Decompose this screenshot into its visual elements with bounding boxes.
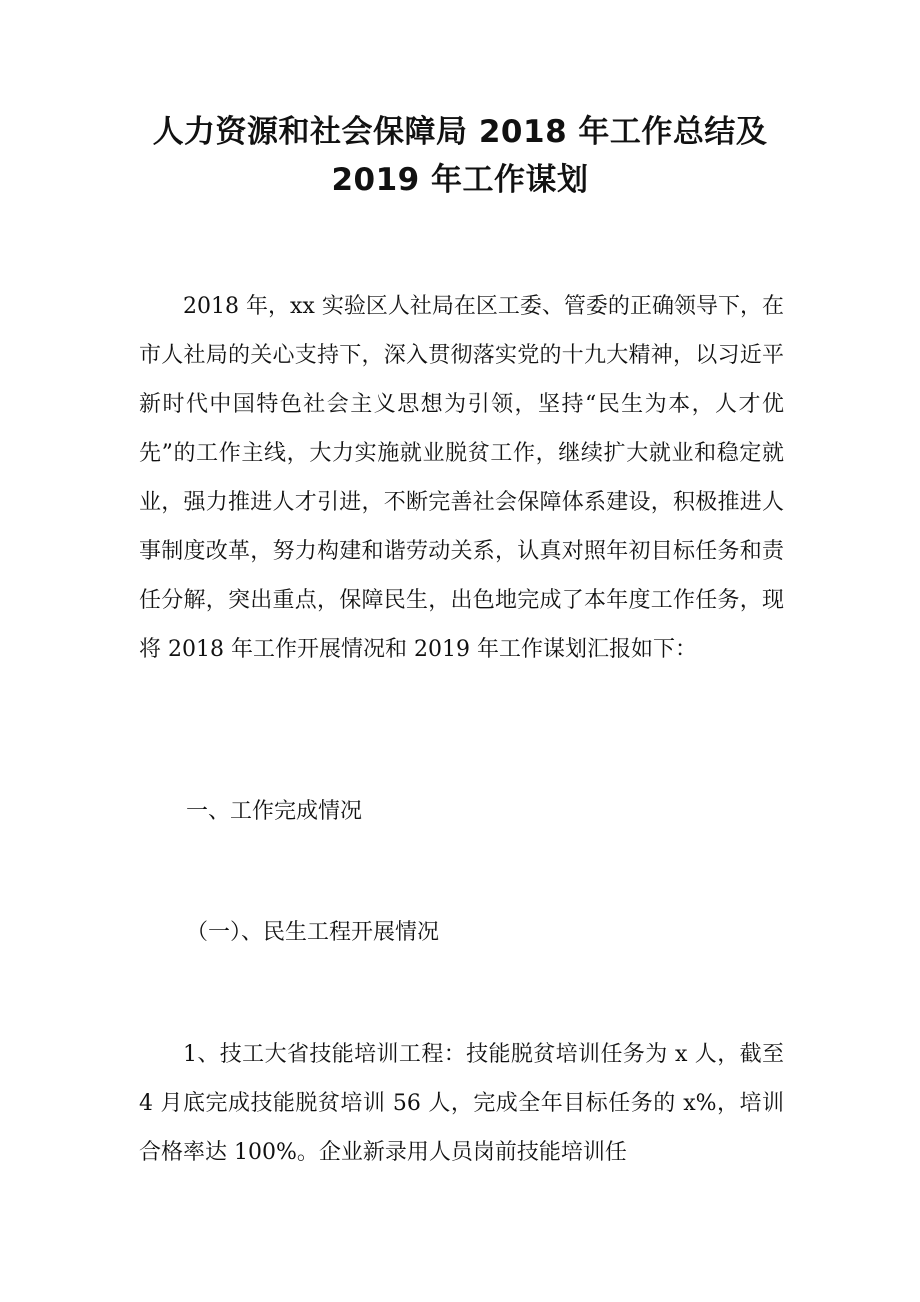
section-heading: 一、工作完成情况 <box>186 799 363 824</box>
item-1-paragraph: 1、技工大省技能培训工程：技能脱贫培训任务为 x 人，截至 4 月底完成技能脱贫培训 56 人，完成全年目标任务的 x%，培训合格率达 100%。企业新录用人员岗前技能培训任 <box>139 1042 784 1165</box>
document-title <box>120 108 800 204</box>
document-title-line-1: 人力资源和社会保障局 2018 年工作总结及 <box>152 114 768 150</box>
intro-paragraph: 2018 年，xx 实验区人社局在区工委、管委的正确领导下，在市人社局的关心支持下，深入贯彻落实党的十九大精神，以习近平新时代中国特色社会主义思想为引领，坚持“民生为本，人才优先”的工作主线，大力实施就业脱贫工作，继续扩大就业和稳定就业，强力推进人才引进，不断完善社会保障体系建设，积极推进人事制度改革，努力构建和谐劳动关系，认真对照年初目标任务和责任分解，突出重点，保障民生，出色地完成了本年度工作任务，现将 2018 年工作开展情况和 2019 年工作谋划汇报如下： <box>139 294 784 662</box>
subsection-heading: （一）、民生工程开展情况 <box>186 920 440 945</box>
document-title-line-2: 2019 年工作谋划 <box>331 162 589 198</box>
